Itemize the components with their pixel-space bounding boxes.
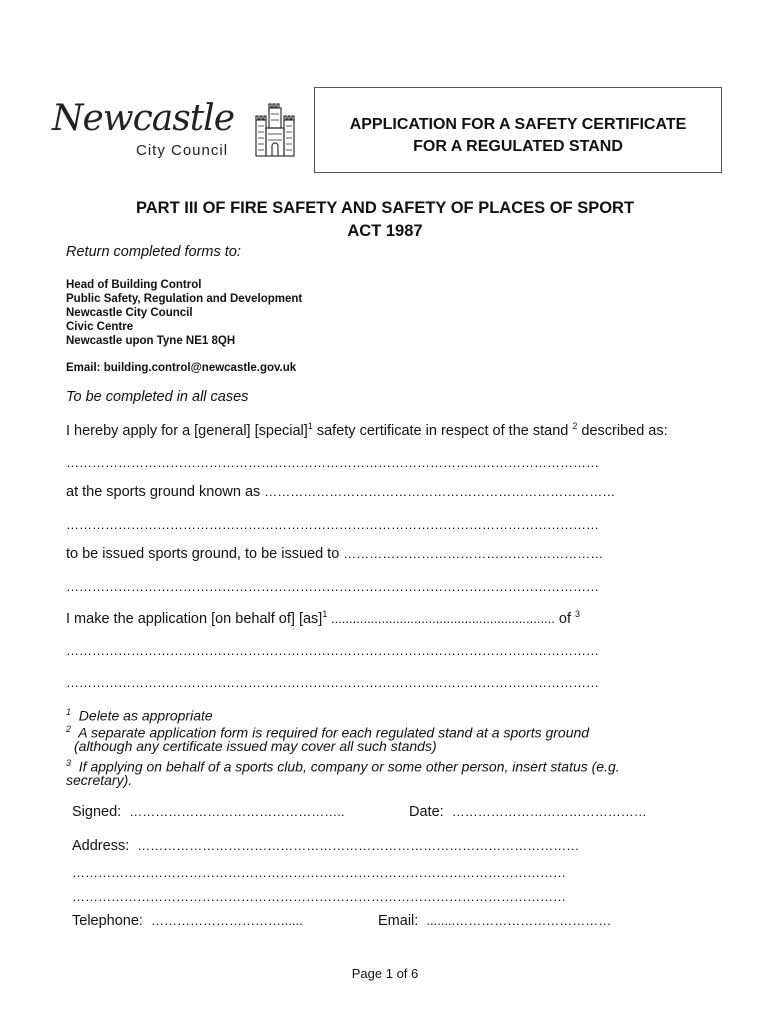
date-field[interactable]: ………………………………………: [451, 804, 647, 819]
telephone-row: [72, 913, 303, 929]
footnote-number: 3: [66, 758, 72, 768]
issued-field-cont[interactable]: ……………………………………………………………………………………………………………: [66, 579, 599, 594]
telephone-label: Telephone:: [72, 913, 143, 929]
footnote-2-cont: (although any certificate issued may cover all such stands): [74, 738, 437, 754]
of-label: of: [554, 610, 576, 627]
return-label: Return completed forms to:: [66, 244, 241, 260]
form-title-line1: APPLICATION FOR A SAFETY CERTIFICATE: [349, 116, 687, 133]
act-heading-line2: ACT 1987: [347, 222, 423, 240]
ground-row: [66, 484, 615, 500]
footnote-3: [66, 755, 620, 776]
issued-row: [66, 546, 603, 562]
footnote-ref: 1: [307, 421, 313, 431]
return-email: Email: building.control@newcastle.gov.uk: [66, 362, 297, 374]
apply-text-b: safety certificate in respect of the stand: [312, 422, 573, 439]
complete-note: To be completed in all cases: [66, 389, 249, 405]
issued-field[interactable]: ……………………………………………………: [343, 546, 604, 561]
footnote-ref: 3: [575, 609, 581, 619]
email-row: [378, 913, 611, 929]
ground-label: at the sports ground known as: [66, 484, 265, 500]
address-line: Newcastle upon Tyne NE1 8QH: [66, 335, 236, 347]
address-line: Head of Building Control: [66, 279, 202, 291]
signed-label: Signed:: [72, 804, 122, 820]
page-number: Page 1 of 6: [351, 966, 419, 981]
address-field-cont[interactable]: ……………………………………………………………………………………………………: [72, 865, 566, 880]
email-label: Email:: [378, 913, 419, 929]
logo-subtitle: City Council: [136, 142, 229, 159]
footnote-ref: 1: [322, 609, 328, 619]
address-line: Civic Centre: [66, 321, 134, 333]
ground-field[interactable]: ………………………………………………………………………: [264, 484, 616, 499]
date-row: [409, 804, 647, 820]
apply-statement: [66, 421, 668, 439]
behalf-field-cont[interactable]: ……………………………………………………………………………………………………………: [66, 643, 599, 658]
address-field[interactable]: …………………………………………………………………………………………: [137, 838, 580, 853]
footnote-text: Delete as appropriate: [78, 707, 213, 724]
telephone-field[interactable]: …………………………......: [151, 913, 303, 928]
email-field[interactable]: ........………………………………: [426, 913, 612, 928]
footnote-number: 1: [66, 707, 72, 717]
act-heading-line1: PART III OF FIRE SAFETY AND SAFETY OF PLACES OF SPORT: [135, 199, 635, 217]
behalf-row: [66, 609, 580, 627]
address-field-cont[interactable]: ……………………………………………………………………………………………………: [72, 889, 566, 904]
issued-label: to be issued sports ground, to be issued to: [66, 546, 344, 562]
signed-row: [72, 804, 344, 820]
footnote-3-cont: secretary).: [66, 772, 133, 788]
behalf-label: I make the application [on behalf of] [as]: [66, 610, 323, 627]
apply-text-c: described as:: [577, 422, 668, 439]
signed-field[interactable]: …………………………………………..: [129, 804, 345, 819]
ground-field-cont[interactable]: ……………………………………………………………………………………………………………: [66, 517, 599, 532]
footnote-text: If applying on behalf of a sports club, company or some other person, insert status (e.g.: [78, 758, 620, 775]
return-address: [66, 278, 302, 348]
address-line: Newcastle City Council: [66, 307, 193, 319]
footnote-ref: 2: [572, 421, 578, 431]
stand-description-field[interactable]: ……………………………………………………………………………………………………………: [66, 455, 599, 470]
apply-text-a: I hereby apply for a [general] [special]: [66, 422, 308, 439]
behalf-field[interactable]: ..............................................................: [327, 610, 555, 626]
address-row: [72, 838, 579, 854]
form-title-line2: FOR A REGULATED STAND: [413, 138, 623, 155]
behalf-field-cont[interactable]: ……………………………………………………………………………………………………………: [66, 675, 599, 690]
castle-crest-icon: [254, 102, 296, 158]
address-label: Address:: [72, 838, 130, 854]
footnote-number: 2: [66, 724, 72, 734]
logo-wordmark: Newcastle: [52, 98, 235, 139]
footnote-text: A separate application form is required for each regulated stand at a sports ground: [78, 724, 590, 741]
form-title-box: [314, 87, 722, 173]
address-line: Public Safety, Regulation and Development: [66, 293, 303, 305]
date-label: Date:: [409, 804, 444, 820]
